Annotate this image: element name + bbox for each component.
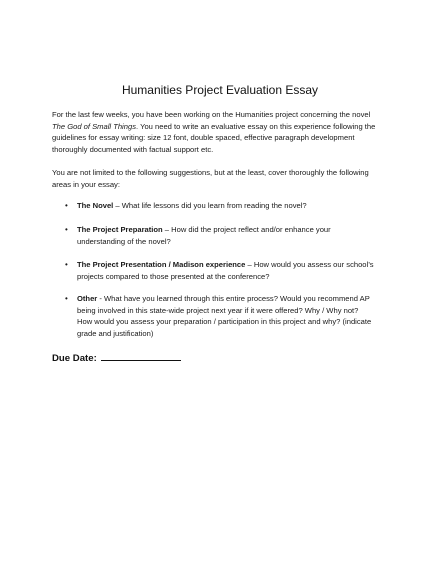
due-date-label: Due Date:: [52, 353, 97, 364]
bullet-marker: •: [65, 225, 68, 234]
intro-paragraph: [52, 109, 397, 155]
list-item-text: – What life lessons did you learn from reading the novel?: [113, 201, 307, 210]
suggestions-line-2: areas in your essay:: [52, 179, 120, 189]
intro-line-4: thoroughly documented with factual support etc.: [52, 144, 214, 154]
list-item-text: understanding of the novel?: [77, 236, 171, 246]
list-item-label: The Project Preparation: [77, 225, 163, 234]
suggestions-line-1: You are not limited to the following suggestions, but at the least, cover thoroughly the following: [52, 168, 369, 177]
intro-line-2-rest: . You need to write an evaluative essay on this experience following the: [136, 121, 376, 131]
intro-line-3: guidelines for essay writing: size 12 font, double spaced, effective paragraph development: [52, 133, 355, 143]
list-item-text: being involved in this state-wide project next year if it were offered? Why / Why not?: [77, 305, 359, 315]
list-item-text: – How would you assess our school’s: [245, 260, 374, 269]
due-date-field: [52, 350, 181, 365]
bullet-marker: •: [65, 260, 68, 269]
list-item-label: The Novel: [77, 201, 114, 210]
intro-line-2: [52, 121, 397, 133]
list-item-label: Other: [77, 294, 98, 303]
bullet-marker: •: [65, 294, 68, 303]
novel-title: The God of Small Things: [52, 121, 136, 131]
list-item-text: projects compared to those presented at the conference?: [77, 271, 270, 281]
document-title: Humanities Project Evaluation Essay: [121, 83, 319, 97]
intro-line-1: For the last few weeks, you have been working on the Humanities project concerning the novel: [52, 110, 371, 119]
list-item-text: grade and justification): [77, 328, 154, 338]
list-item-text: - What have you learned through this entire process? Would you recommend AP: [97, 294, 370, 303]
suggestions-paragraph: [52, 167, 397, 190]
list-item-text: – How did the project reflect and/or enhance your: [162, 225, 331, 234]
due-date-blank-line: [101, 350, 181, 361]
bullet-marker: •: [65, 201, 68, 210]
list-item-label: The Project Presentation / Madison experience: [77, 260, 246, 269]
list-item-text: How would you assess your preparation / participation in this project and why? (indicate: [77, 317, 372, 327]
